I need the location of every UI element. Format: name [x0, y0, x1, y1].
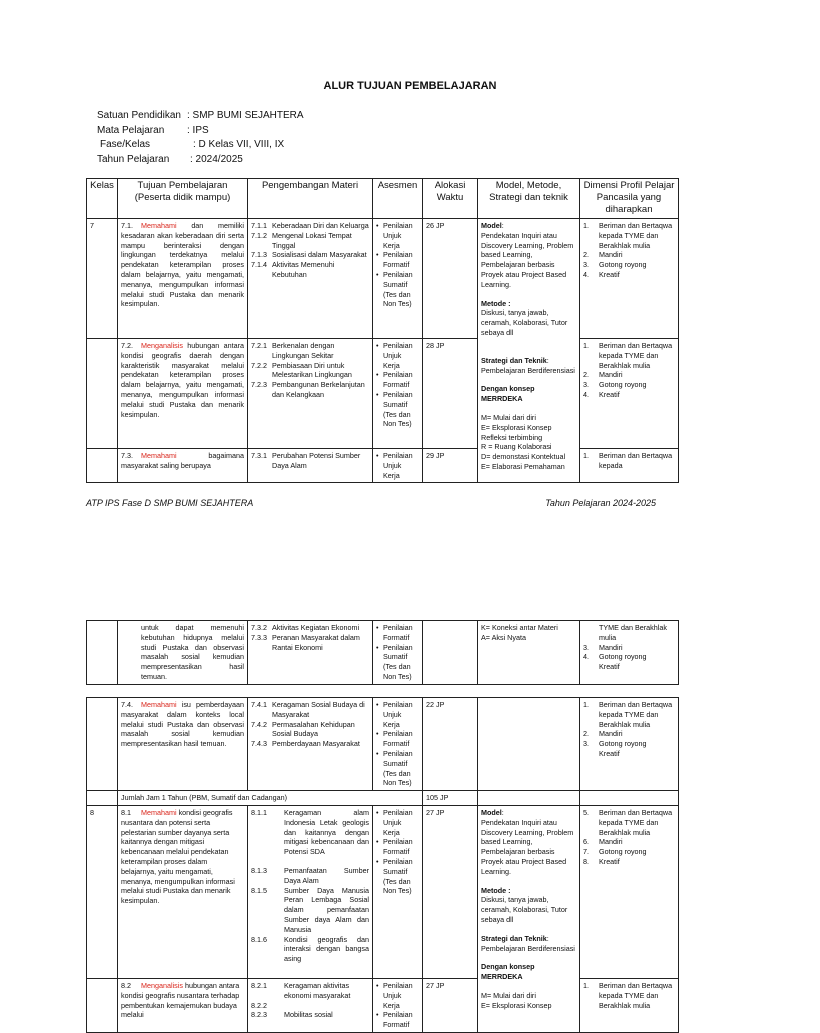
- alokasi-cell: 27 JP: [423, 978, 478, 1032]
- table-row: [87, 698, 679, 791]
- kelas-cell: 8: [87, 805, 118, 978]
- meta-mapel: Mata Pelajaran : IPS: [97, 124, 209, 136]
- meta-fase: Fase/Kelas : D Kelas VII, VIII, IX: [100, 139, 285, 150]
- dimensi-cell: 5. Beriman dan Bertaqwa kepada TYME dan Berakhlak mulia 6. Mandiri 7. Gotong royong 8. Kreatif: [580, 805, 679, 978]
- tp-cell: 8.1 Memahami kondisi geografis nusantara dan potensi serta pelestarian sumber dayanya serta kaitannya dengan mitigasi kebencanaan melalui pendekatan keterampilan proses dalam belajarnya, yaitu mengamati, menanya, mengumpulkan informasi melalui studi Pustaka dan menarik kesimpulan.: [118, 805, 248, 978]
- alokasi-cell: 27 JP: [423, 805, 478, 978]
- table-row: [87, 339, 679, 449]
- asesmen-cell: • Penilaian Unjuk Kerja • Penilaian Formatif • Penilaian Sumatif (Tes dan Non Tes): [373, 805, 423, 978]
- asesmen-cell: • Penilaian Unjuk Kerja • Penilaian Formatif • Penilaian Sumatif (Tes dan Non Tes): [373, 339, 423, 449]
- document-meta: [97, 109, 304, 167]
- header-kelas: Kelas: [87, 179, 118, 219]
- meta-tahun: Tahun Pelajaran : 2024/2025: [97, 153, 243, 165]
- page-2: [0, 540, 768, 1030]
- kelas-cell: 7: [87, 219, 118, 339]
- materi-cell: 8.1.1 Keragaman alam Indonesia Letak geologis dan kaitannya dengan mitigasi kebencanaan dan Potensi SDA 8.1.3 Pemanfaatan Sumber Daya Alam 8.1.5 Sumber Daya Manusia Peran Lembaga Sosial dalam pemanfaatan Sumber daya Alam dan Manusia 8.1.6 Kondisi geografis dan interaksi dengan bangsa asing: [248, 805, 373, 978]
- materi-cell: 7.2.1 Berkenalan dengan Lingkungan Sekitar 7.2.2 Pembiasaan Diri untuk Melestarikan Lingkungan 7.2.3 Pembangunan Berkelanjutan dan Kelangkaan: [248, 339, 373, 449]
- total-label: Jumlah Jam 1 Tahun (PBM, Sumatif dan Cadangan): [118, 791, 423, 806]
- asesmen-cell: • Penilaian Unjuk Kerja: [373, 449, 423, 483]
- header-dimensi: Dimensi Profil Pelajar Pancasila yang diharapkan: [580, 179, 679, 219]
- header-asesmen: Asesmen: [373, 179, 423, 219]
- model-cell: Model: Pendekatan Inquiri atau Discovery Learning, Problem based Learning, Pembelajaran berbasis Proyek atau Project Based Learning. Metode : Diskusi, tanya jawab, ceramah, Kolaborasi, Tutor sebaya dll Strategi dan Teknik: Pembelajaran Berdiferensiasi Dengan konsep MERRDEKA M= Mulai dari diri E= Eksplorasi Konsep: [478, 805, 580, 1032]
- alokasi-cell: 28 JP: [423, 339, 478, 449]
- asesmen-cell: • Penilaian Unjuk Kerja • Penilaian Formatif • Penilaian Sumatif (Tes dan Non Tes): [373, 219, 423, 339]
- table-row: [87, 805, 679, 978]
- alokasi-cell: 29 JP: [423, 449, 478, 483]
- materi-cell: 7.1.1 Keberadaan Diri dan Keluarga 7.1.2 Mengenal Lokasi Tempat Tinggal 7.1.3 Sosialisasi dalam Masyarakat 7.1.4 Aktivitas Memenuhi Kebutuhan: [248, 219, 373, 339]
- materi-cell: 7.3.2 Aktivitas Kegiatan Ekonomi 7.3.3 Peranan Masyarakat dalam Rantai Ekonomi: [248, 621, 373, 685]
- document-title: ALUR TUJUAN PEMBELAJARAN: [323, 80, 497, 92]
- model-cell: Model: Pendekatan Inquiri atau Discovery Learning, Problem based Learning, Pembelajaran berbasis Proyek atau Project Based Learning. Metode : Diskusi, tanya jawab, ceramah, Kolaborasi, Tutor sebaya dll Strategi dan Teknik: Pembelajaran Berdiferensiasi Dengan konsep MERRDEKA M= Mulai dari diri E= Eksplorasi Konsep Refleksi terbimbing R = Ruang Kolaborasi D= demonstasi Kontektual E= Elaborasi Pemahaman: [478, 219, 580, 483]
- dimensi-cell: 1. Beriman dan Bertaqwa kepada TYME dan Berakhlak mulia 2. Mandiri 3. Gotong royong Kreatif: [580, 698, 679, 791]
- tp-cell: untuk dapat memenuhi kebutuhan hidupnya melalui studi Pustaka dan observasi masalah sosial kemudian mempresentasikan hasil temuan.: [118, 621, 248, 685]
- materi-cell: 7.3.1 Perubahan Potensi Sumber Daya Alam: [248, 449, 373, 483]
- table-row: [87, 219, 679, 339]
- materi-cell: 8.2.1 Keragaman aktivitas ekonomi masyarakat 8.2.2 8.2.3 Mobilitas sosial: [248, 978, 373, 1032]
- header-alokasi: Alokasi Waktu: [423, 179, 478, 219]
- model-cell: K= Koneksi antar Materi A= Aksi Nyata: [478, 621, 580, 685]
- atp-table-2b: [86, 697, 679, 1033]
- tp-cell: 7.2. Menganalisis hubungan antara kondisi geografis daerah dengan karakteristik masyarakat melalui pendekatan keterampilan proses dalam belajarnya, yaitu mengamati, menanya, mengumpulkan informasi melalui studi Pustaka dan menarik kesimpulan.: [118, 339, 248, 449]
- header-tp: Tujuan Pembelajaran (Peserta didik mampu): [118, 179, 248, 219]
- table-row: [87, 978, 679, 1032]
- total-value: 105 JP: [423, 791, 478, 806]
- meta-satuan: Satuan Pendidikan : SMP BUMI SEJAHTERA: [97, 110, 304, 121]
- alokasi-cell: 26 JP: [423, 219, 478, 339]
- table-row: [87, 449, 679, 483]
- materi-cell: 7.4.1 Keragaman Sosial Budaya di Masyarakat 7.4.2 Permasalahan Kehidupan Sosial Budaya 7.4.3 Pemberdayaan Masyarakat: [248, 698, 373, 791]
- dimensi-cell: 1. Beriman dan Bertaqwa kepada: [580, 449, 679, 483]
- table-header-row: [87, 179, 679, 219]
- dimensi-cell: TYME dan Berakhlak mulia 3. Mandiri 4. Gotong royong Kreatif: [580, 621, 679, 685]
- atp-table-1: [86, 178, 679, 483]
- tp-cell: 7.1. Memahami dan memiliki kesadaran akan keberadaan diri serta mampu berinteraksi dengan lingkungan terdekatnya melalui pendekatan keterampilan proses dalam belajarnya, yaitu mengamati, menanya, mengumpulkan informasi melalui studi Pustaka dan menarik kesimpulan.: [118, 219, 248, 339]
- footer-right: Tahun Pelajaran 2024-2025: [545, 498, 656, 508]
- total-row: [87, 791, 679, 806]
- tp-cell: 8.2 Menganalisis hubungan antara kondisi geografis nusantara terhadap pembentukan kemajemukan budaya melalui: [118, 978, 248, 1032]
- alokasi-cell: 22 JP: [423, 698, 478, 791]
- dimensi-cell: 1. Beriman dan Bertaqwa kepada TYME dan Berakhlak mulia: [580, 978, 679, 1032]
- dimensi-cell: 1. Beriman dan Bertaqwa kepada TYME dan Berakhlak mulia 2. Mandiri 3. Gotong royong 4. Kreatif: [580, 219, 679, 339]
- asesmen-cell: • Penilaian Unjuk Kerja • Penilaian Formatif • Penilaian Sumatif (Tes dan Non Tes): [373, 698, 423, 791]
- tp-cell: 7.4. Memahami isu pemberdayaan masyarakat dalam konteks local melalui studi Pustaka dan observasi masalah sosial kemudian mempresentasikan hasil temuan.: [118, 698, 248, 791]
- footer-left: ATP IPS Fase D SMP BUMI SEJAHTERA: [86, 498, 254, 508]
- header-materi: Pengembangan Materi: [248, 179, 373, 219]
- page-1: [0, 0, 768, 540]
- tp-cell: 7.3. Memahami bagaimana masyarakat saling berupaya: [118, 449, 248, 483]
- asesmen-cell: • Penilaian Unjuk Kerja • Penilaian Formatif: [373, 978, 423, 1032]
- atp-table-2a: [86, 620, 679, 685]
- dimensi-cell: 1. Beriman dan Bertaqwa kepada TYME dan Berakhlak mulia 2. Mandiri 3. Gotong royong 4. Kreatif: [580, 339, 679, 449]
- header-model: Model, Metode, Strategi dan teknik: [478, 179, 580, 219]
- table-row: [87, 621, 679, 685]
- asesmen-cell: • Penilaian Formatif • Penilaian Sumatif (Tes dan Non Tes): [373, 621, 423, 685]
